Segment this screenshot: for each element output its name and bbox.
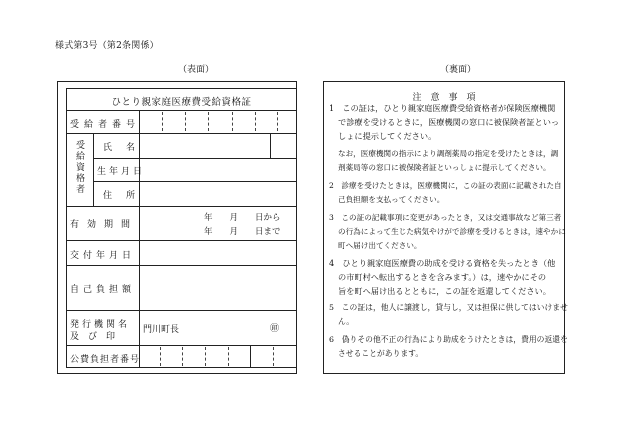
issuer-seal-label: 及び印: [70, 332, 125, 342]
note-line: の市町村へ転出するときを含みます。）は，速やかにその: [338, 272, 547, 282]
public-payer-number-label: 公費負担者番号: [70, 355, 141, 365]
note-line: 1 この証は，ひとり親家庭医療費受給資格者が保険医療機関: [329, 103, 556, 113]
certificate-title: ひとり親家庭医療費受給資格証: [111, 97, 252, 108]
recipient-number-label: 受給者番号: [70, 120, 141, 130]
issuer-name: 門川町長: [143, 325, 180, 335]
seal-mark: ㊞: [270, 324, 280, 334]
note-line: 己負担額を支払ってください。: [338, 195, 445, 204]
note-line: 4 ひとり親家庭医療費の助成を受ける資格を失ったとき（他: [329, 258, 556, 268]
note-line: しょに提示してください。: [338, 131, 437, 141]
note-line: で診療を受けるときに，医療機関の窓口に被保険者証といっ: [338, 117, 560, 127]
name-label: 氏名: [103, 143, 150, 153]
note-line: 町へ届け出てください。: [338, 241, 422, 250]
note-line: させることがあります。: [338, 349, 424, 358]
notes-heading: 注 意 事 項: [412, 93, 476, 103]
copay-label: 自己負担額: [70, 285, 136, 295]
issue-date-label: 交付年月日: [70, 251, 136, 261]
address-label: 住所: [103, 191, 150, 201]
note-line: 2 診療を受けたときは，医療機関に，この証の表面に記載された自: [329, 181, 562, 190]
front-side-label: （表面）: [178, 65, 215, 75]
note-line: 剤薬局等の窓口に被保険者証といっしょに提示してください。: [338, 163, 551, 172]
note-line: 3 この証の記載事項に変更があったとき，又は交通事故など第三者: [329, 213, 562, 222]
note-line: 5 この証は，他人に譲渡し，貸与し，又は担保に供してはいけませ: [329, 303, 568, 312]
validity-from: 年 月 日から: [204, 213, 281, 223]
note-line: 6 偽りその他不正の行為により助成をうけたときは，費用の返還を: [329, 335, 568, 344]
validity-label: 有効期間: [70, 220, 139, 230]
recipient-group-label: 受給資格者: [74, 140, 84, 195]
note-line: の行為によって生じた病気やけがで診療を受けるときは，速やかに: [338, 227, 566, 236]
back-side-label: （裏面）: [440, 65, 477, 75]
note-line: ん。: [338, 317, 355, 326]
form-number-label: 様式第3号（第2条関係）: [55, 41, 159, 51]
validity-to: 年 月 日まで: [204, 227, 281, 237]
issuer-label: 発行機関名: [70, 320, 131, 330]
birthdate-label: 生年月日: [97, 167, 146, 177]
note-line: 旨を町へ届け出るとともに，この証を返還してください。: [338, 286, 551, 296]
note-line: なお，医療機関の指示により調剤薬局の指定を受けたときは，調: [338, 149, 559, 158]
